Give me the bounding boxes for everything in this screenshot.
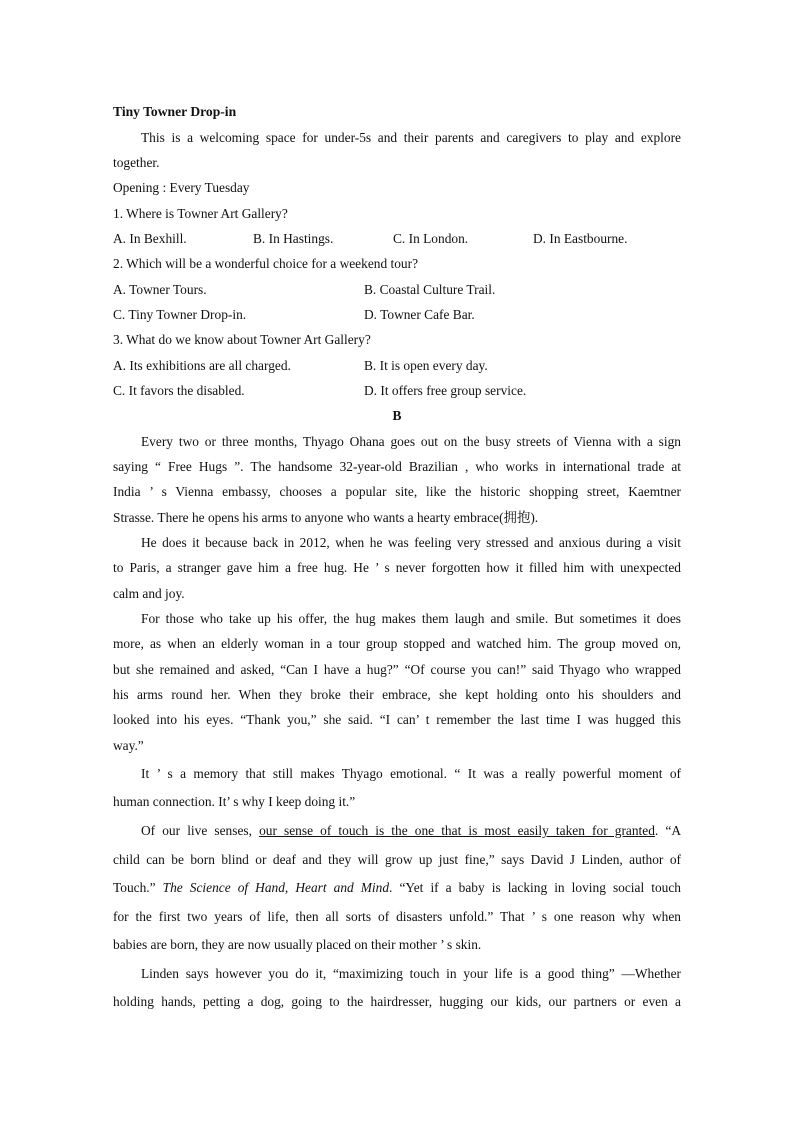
passage-line: human connection. It’ s why I keep doing it.” [113, 794, 356, 809]
opening-info: Opening : Every Tuesday [113, 180, 250, 195]
text-run: . “Yet if a baby is lacking in loving social touch [389, 880, 681, 895]
question-3-option-c: C. It favors the disabled. [113, 383, 245, 398]
text-run: . “A [654, 823, 681, 838]
question-2-option-b: B. Coastal Culture Trail. [364, 282, 496, 297]
section-b-heading: B [392, 408, 402, 423]
question-3-option-d: D. It offers free group service. [364, 383, 527, 398]
question-1-option-b: B. In Hastings. [253, 231, 334, 246]
book-title: The Science of Hand, Heart and Mind [162, 880, 390, 895]
passage-line: Every two or three months, Thyago Ohana goes out on the busy streets of Vienna with a sign [141, 434, 681, 449]
text-run: Of our live senses, [141, 823, 260, 838]
text-run: Touch.” [113, 880, 163, 895]
question-2-option-a: A. Towner Tours. [113, 282, 207, 297]
passage-line: Strasse. There he opens his arms to anyone who wants a hearty embrace(拥抱). [113, 510, 539, 525]
passage-line: looked into his eyes. “Thank you,” she said. “I can’ t remember the last time I was hugged this [113, 712, 681, 727]
section-title: Tiny Towner Drop-in [113, 104, 237, 119]
question-1-stem: 1. Where is Towner Art Gallery? [113, 206, 288, 221]
underlined-sentence: our sense of touch is the one that is most easily taken for granted [259, 823, 655, 838]
passage-line: his arms round her. When they broke their embrace, she kept holding onto his shoulders and [113, 687, 681, 702]
question-3-option-a: A. Its exhibitions are all charged. [113, 358, 291, 373]
passage-line: babies are born, they are now usually placed on their mother ’ s skin. [113, 937, 482, 952]
passage-line: For those who take up his offer, the hug makes them laugh and smile. But sometimes it does [141, 611, 681, 626]
question-3-option-b: B. It is open every day. [364, 358, 488, 373]
passage-line-with-underline [113, 823, 681, 839]
question-3-stem: 3. What do we know about Towner Art Gallery? [113, 332, 371, 347]
passage-line: India ’ s Vienna embassy, chooses a popular site, like the historic shopping street, Kaemtner [113, 484, 681, 499]
description-line-1: This is a welcoming space for under-5s and their parents and caregivers to play and explore [141, 130, 681, 145]
question-2-option-d: D. Towner Cafe Bar. [364, 307, 475, 322]
passage-line: calm and joy. [113, 586, 185, 601]
description-line-2: together. [113, 155, 160, 170]
passage-line: It ’ s a memory that still makes Thyago emotional. “ It was a really powerful moment of [141, 766, 681, 781]
passage-line: to Paris, a stranger gave him a free hug. He ’ s never forgotten how it filled him with unexpected [113, 560, 681, 575]
passage-line: way.” [113, 738, 144, 753]
question-1-option-d: D. In Eastbourne. [533, 231, 628, 246]
passage-line: child can be born blind or deaf and they will grow up just fine,” says David J Linden, author of [113, 852, 681, 867]
question-2-stem: 2. Which will be a wonderful choice for a weekend tour? [113, 256, 419, 271]
question-1-option-c: C. In London. [393, 231, 469, 246]
passage-line: Linden says however you do it, “maximizing touch in your life is a good thing” —Whether [141, 966, 681, 981]
passage-line: but she remained and asked, “Can I have a hug?” “Of course you can!” said Thyago who wrapped [113, 662, 681, 677]
question-2-option-c: C. Tiny Towner Drop-in. [113, 307, 247, 322]
passage-line: He does it because back in 2012, when he was feeling very stressed and anxious during a visit [141, 535, 681, 550]
passage-line: more, as when an elderly woman in a tour group stopped and watched him. The group moved on, [113, 636, 681, 651]
passage-line: holding hands, petting a dog, going to the hairdresser, hugging our kids, our partners or even a [113, 994, 681, 1009]
passage-line: saying “ Free Hugs ”. The handsome 32-year-old Brazilian , who works in international trade at [113, 459, 681, 474]
passage-line-with-title [113, 880, 681, 896]
question-1-option-a: A. In Bexhill. [113, 231, 187, 246]
passage-line: for the first two years of life, then all sorts of disasters unfold.” That ’ s one reason why when [113, 909, 681, 924]
